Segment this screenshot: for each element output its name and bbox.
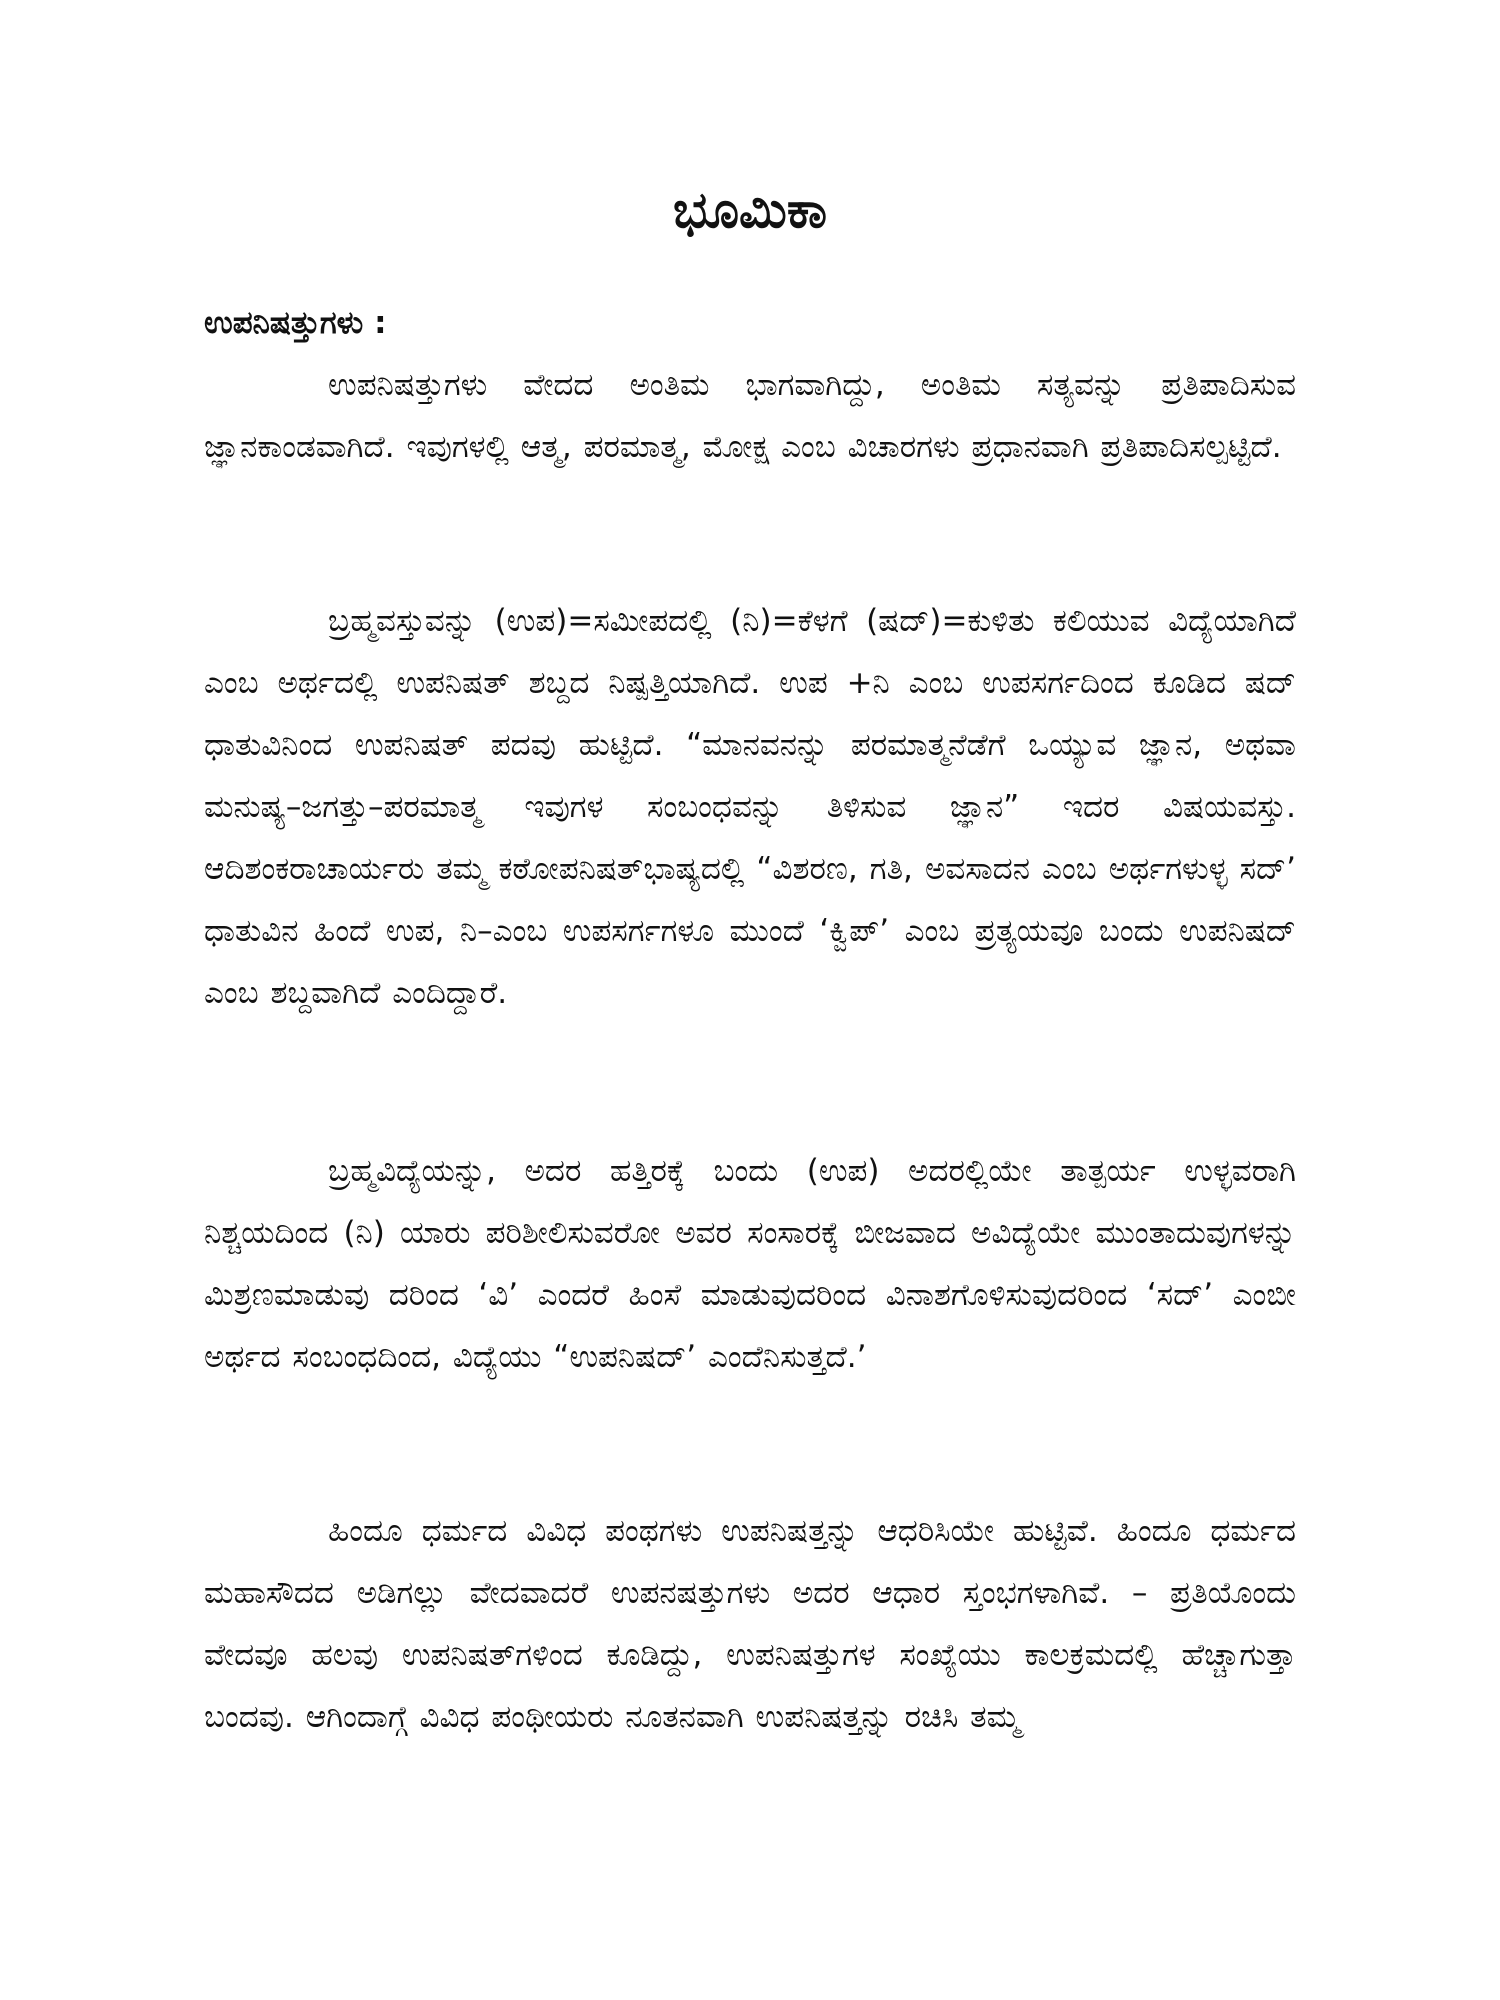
paragraph: ಬ್ರಹ್ಮವಸ್ತುವನ್ನು (ಉಪ)=ಸಮೀಪದಲ್ಲಿ (ನಿ)=ಕೆಳಗೆ (ಷದ್)=ಕುಳಿತು ಕಲಿಯುವ ವಿದ್ಯೆಯಾಗಿದೆ ಎಂಬ ಅರ್ಥದಲ್ಲಿ ಉಪನಿಷತ್ ಶಬ್ದದ ನಿಷ್ಪತ್ತಿಯಾಗಿದೆ. ಉಪ +ನಿ ಎಂಬ ಉಪಸರ್ಗದಿಂದ ಕೂಡಿದ ಷದ್ ಧಾತುವಿನಿಂದ ಉಪನಿಷತ್ ಪದವು ಹುಟ್ಟಿದೆ. “ಮಾನವನನ್ನು ಪರಮಾತ್ಮನೆಡೆಗೆ ಒಯ್ಯುವ ಜ್ಞಾನ, ಅಥವಾ ಮನುಷ್ಯ–ಜಗತ್ತು–ಪರಮಾತ್ಮ ಇವುಗಳ ಸಂಬಂಧವನ್ನು ತಿಳಿಸುವ ಜ್ಞಾನ” ಇದರ ವಿಷಯವಸ್ತು. ಆದಿಶಂಕರಾಚಾರ್ಯರು ತಮ್ಮ ಕಠೋಪನಿಷತ್‌ಭಾಷ್ಯದಲ್ಲಿ “ವಿಶರಣ, ಗತಿ, ಅವಸಾದನ ಎಂಬ ಅರ್ಥಗಳುಳ್ಳ ಸದ್’ ಧಾತುವಿನ ಹಿಂದೆ ಉಪ, ನಿ–ಎಂಬ ಉಪಸರ್ಗಗಳೂ ಮುಂದೆ ‘ಕ್ವಿಪ್’ ಎಂಬ ಪ್ರತ್ಯಯವೂ ಬಂದು ಉಪನಿಷದ್ ಎಂಬ ಶಬ್ದವಾಗಿದೆ ಎಂದಿದ್ದಾರೆ.	[204, 603, 1296, 1011]
paragraph: ಹಿಂದೂ ಧರ್ಮದ ವಿವಿಧ ಪಂಥಗಳು ಉಪನಿಷತ್ತನ್ನು ಆಧರಿಸಿಯೇ ಹುಟ್ಟಿವೆ. ಹಿಂದೂ ಧರ್ಮದ ಮಹಾಸೌದದ ಅಡಿಗಲ್ಲು ವೇದವಾದರೆ ಉಪನಷತ್ತುಗಳು ಅದರ ಆಧಾರ ಸ್ತಂಭಗಳಾಗಿವೆ. – ಪ್ರತಿಯೊಂದು ವೇದವೂ ಹಲವು ಉಪನಿಷತ್‌ಗಳಿಂದ ಕೂಡಿದ್ದು, ಉಪನಿಷತ್ತುಗಳ ಸಂಖ್ಯೆಯು ಕಾಲಕ್ರಮದಲ್ಲಿ ಹೆಚ್ಚಾಗುತ್ತಾ ಬಂದವು. ಆಗಿಂದಾಗ್ಗೆ ವಿವಿಧ ಪಂಥೀಯರು ನೂತನವಾಗಿ ಉಪನಿಷತ್ತನ್ನು ರಚಿಸಿ ತಮ್ಮ	[204, 1513, 1296, 1735]
paragraph: ಬ್ರಹ್ಮವಿದ್ಯೆಯನ್ನು, ಅದರ ಹತ್ತಿರಕ್ಕೆ ಬಂದು (ಉಪ) ಅದರಲ್ಲಿಯೇ ತಾತ್ಪರ್ಯ ಉಳ್ಳವರಾಗಿ ನಿಶ್ಚಯದಿಂದ (ನಿ) ಯಾರು ಪರಿಶೀಲಿಸುವರೋ ಅವರ ಸಂಸಾರಕ್ಕೆ ಬೀಜವಾದ ಅವಿದ್ಯೆಯೇ ಮುಂತಾದುವುಗಳನ್ನು ಮಿಶ್ರಣಮಾಡುವು ದರಿಂದ ‘ವಿ’ ಎಂದರೆ ಹಿಂಸೆ ಮಾಡುವುದರಿಂದ ವಿನಾಶಗೊಳಿಸುವುದರಿಂದ ‘ಸದ್’ ಎಂಬೀ ಅರ್ಥದ ಸಂಬಂಧದಿಂದ, ವಿದ್ಯೆಯು “ಉಪನಿಷದ್’ ಎಂದೆನಿಸುತ್ತದೆ.’	[204, 1153, 1296, 1375]
page-title: ಭೂಮಿಕಾ	[673, 181, 827, 239]
paragraph: ಉಪನಿಷತ್ತುಗಳು ವೇದದ ಅಂತಿಮ ಭಾಗವಾಗಿದ್ದು, ಅಂತಿಮ ಸತ್ಯವನ್ನು ಪ್ರತಿಪಾದಿಸುವ ಜ್ಞಾನಕಾಂಡವಾಗಿದೆ. ಇವುಗಳಲ್ಲಿ ಆತ್ಮ, ಪರಮಾತ್ಮ, ಮೋಕ್ಷ ಎಂಬ ವಿಚಾರಗಳು ಪ್ರಧಾನವಾಗಿ ಪ್ರತಿಪಾದಿಸಲ್ಪಟ್ಟಿದೆ.	[204, 367, 1296, 465]
section-heading: ಉಪನಿಷತ್ತುಗಳು :	[204, 305, 387, 341]
